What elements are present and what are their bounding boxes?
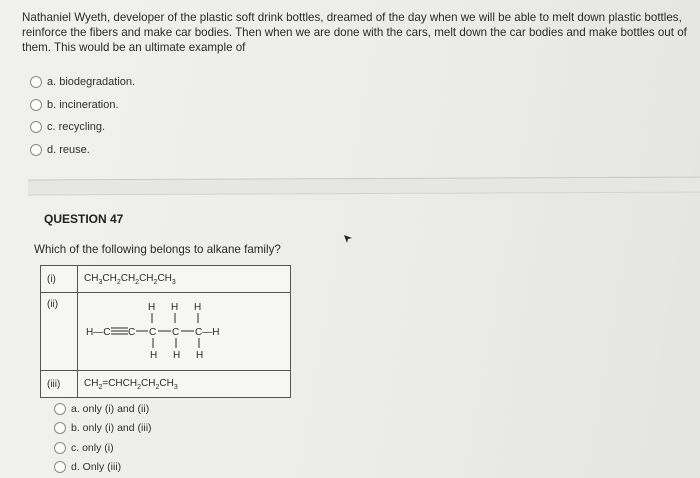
- radio-button[interactable]: [54, 442, 66, 454]
- row-label: (i): [41, 266, 78, 293]
- option-label: b. only (i) and (iii): [71, 422, 152, 435]
- atom-label: H—C: [86, 327, 111, 338]
- q47-option-b[interactable]: [54, 419, 152, 439]
- question-47-header: QUESTION 47: [44, 212, 124, 226]
- atom-label: H: [148, 302, 156, 313]
- atom-label: H: [194, 302, 202, 313]
- option-label: b. incineration.: [47, 98, 119, 111]
- mouse-cursor-icon: [343, 234, 353, 244]
- radio-button[interactable]: [54, 461, 66, 473]
- option-label: c. only (i): [71, 441, 114, 454]
- option-label: d. Only (iii): [71, 461, 122, 474]
- row-label: (ii): [41, 293, 78, 371]
- option-label: a. biodegradation.: [47, 76, 136, 89]
- radio-button[interactable]: [30, 99, 42, 111]
- q47-option-d[interactable]: [54, 458, 152, 478]
- atom-label: H: [173, 350, 181, 361]
- option-label: c. recycling.: [47, 121, 106, 134]
- q46-option-d[interactable]: [30, 139, 135, 162]
- q46-option-c[interactable]: [30, 116, 135, 139]
- atom-label: H: [150, 350, 158, 361]
- question-46-options: [30, 71, 135, 161]
- question-47-text: Which of the following belongs to alkane family?: [34, 243, 281, 256]
- structural-formula: [84, 296, 284, 367]
- question-46-text: Nathaniel Wyeth, developer of the plastic soft drink bottles, dreamed of the day when we will be able to melt down plastic bottles, reinforce the fibers and make car bodies. Then when we are done with the cars, melt down the car bodies and make bottles out of them. This would be an ultimate example of: [22, 11, 687, 54]
- row-label: (iii): [41, 371, 78, 398]
- atom-label: C: [172, 327, 180, 338]
- table-row: [41, 293, 291, 371]
- formula-iii: $CH_2=CHCH_2CH_2CH_3$: [78, 371, 291, 398]
- atom-label: C: [149, 327, 157, 338]
- table-row: [41, 266, 291, 293]
- structure-ii: [78, 293, 291, 371]
- formula-i: $CH_3CH_2CH_2CH_2CH_3$: [78, 266, 291, 293]
- atom-label: C: [128, 327, 136, 338]
- radio-button[interactable]: [54, 403, 66, 415]
- q46-option-a[interactable]: [30, 71, 135, 94]
- atom-label: H: [171, 302, 179, 313]
- option-label: d. reuse.: [47, 143, 90, 156]
- atom-label: H: [196, 350, 204, 361]
- q47-option-a[interactable]: [54, 399, 152, 419]
- radio-button[interactable]: [30, 144, 42, 156]
- table-row: [41, 371, 291, 398]
- atom-label: C—H: [195, 327, 220, 338]
- radio-button[interactable]: [30, 76, 42, 88]
- option-label: a. only (i) and (ii): [71, 402, 150, 415]
- q46-option-b[interactable]: [30, 94, 135, 117]
- q47-option-c[interactable]: [54, 438, 152, 458]
- question-divider: [28, 177, 700, 196]
- radio-button[interactable]: [30, 121, 42, 133]
- question-47-options: [54, 399, 152, 477]
- compounds-table: [40, 265, 291, 398]
- radio-button[interactable]: [54, 422, 66, 434]
